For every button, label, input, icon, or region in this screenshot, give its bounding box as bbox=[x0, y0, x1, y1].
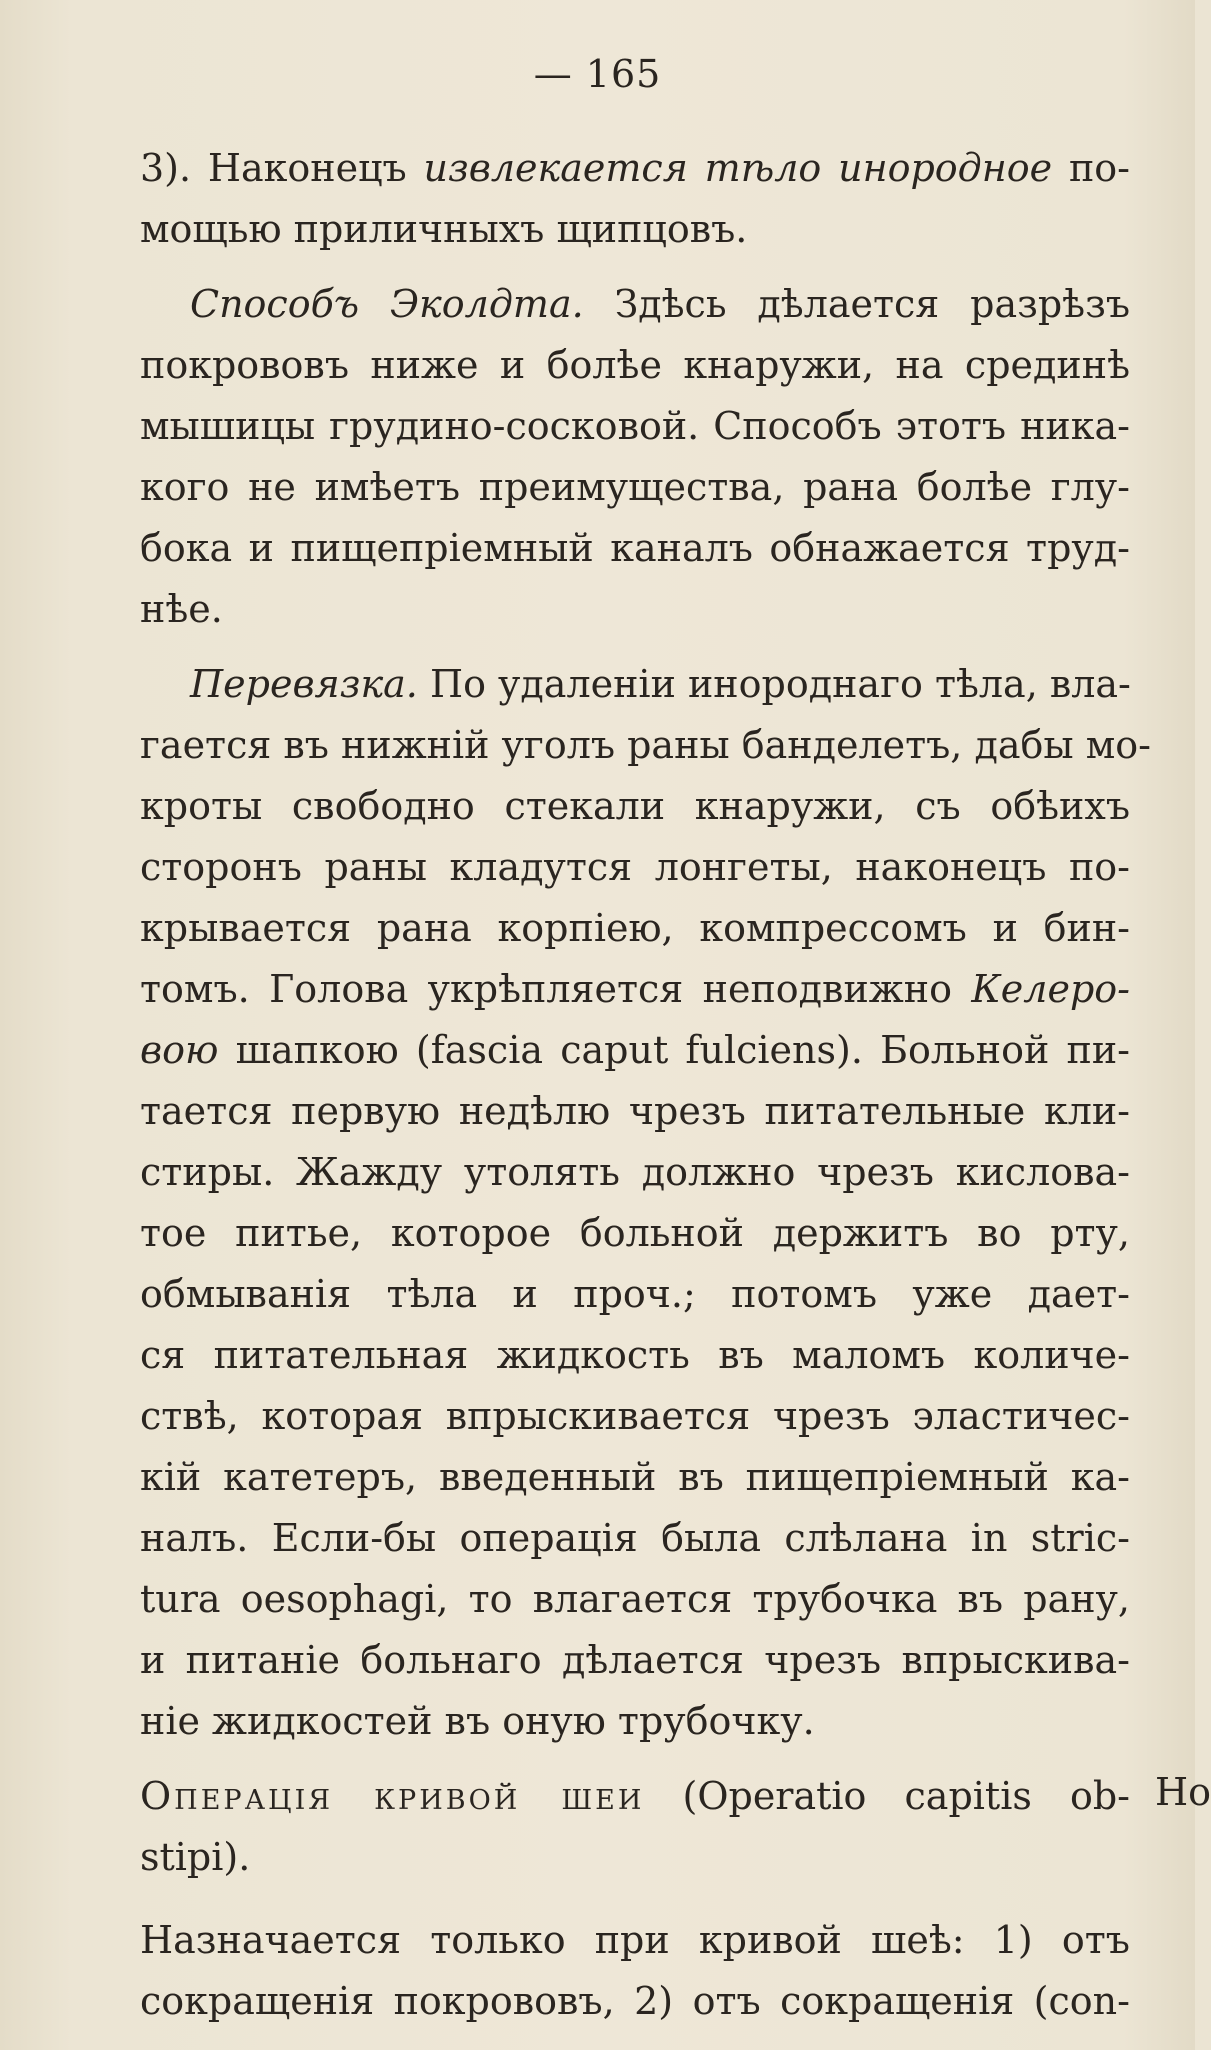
italic-run: Способъ Эколдта. bbox=[190, 282, 584, 326]
text-run: и питаніе больнаго дѣлается чрезъ впрыскива- bbox=[140, 1638, 1130, 1682]
italic-run: извлекается тѣло инородное bbox=[423, 146, 1053, 190]
text-run: По удаленіи инороднаго тѣла, вла- bbox=[417, 662, 1131, 706]
text-line bbox=[140, 1691, 1130, 1752]
text-line bbox=[140, 1447, 1130, 1508]
text-line bbox=[140, 274, 1130, 335]
text-line bbox=[140, 1386, 1130, 1447]
paragraph-gap bbox=[140, 260, 1130, 274]
text-run: мышицы грудино-сосковой. Способъ этотъ ника- bbox=[140, 404, 1130, 448]
text-line bbox=[140, 715, 1151, 776]
text-line bbox=[140, 579, 1130, 640]
text-run: (Operatio capitis ob- bbox=[644, 1774, 1130, 1818]
text-line bbox=[140, 959, 1130, 1020]
paragraph-dressing bbox=[140, 654, 1151, 1752]
page-number: — 165 bbox=[533, 52, 662, 96]
paragraph-torticollis-indications bbox=[140, 1910, 1130, 2032]
text-run: ніе жидкостей въ оную трубочку. bbox=[140, 1699, 815, 1743]
text-run: кій катетеръ, введенный въ пищепріемный ка- bbox=[140, 1455, 1130, 1499]
paragraph-gap bbox=[140, 1752, 1130, 1766]
paragraph-ekoldt-method bbox=[140, 274, 1130, 640]
text-line bbox=[140, 1508, 1130, 1569]
text-line bbox=[140, 1766, 1130, 1827]
text-line bbox=[140, 654, 1130, 715]
text-run: стиры. Жажду утолять должно чрезъ кислова- bbox=[140, 1150, 1130, 1194]
text-run: покрововъ ниже и болѣе кнаружи, на срединѣ bbox=[140, 343, 1130, 387]
text-line bbox=[140, 1020, 1130, 1081]
text-line bbox=[140, 1630, 1130, 1691]
paragraph-gap bbox=[140, 1888, 1130, 1910]
text-run: томъ. Голова укрѣпляется неподвижно bbox=[140, 967, 972, 1011]
text-run: 3). Наконецъ bbox=[140, 146, 424, 190]
text-line bbox=[140, 335, 1130, 396]
text-line bbox=[140, 776, 1130, 837]
text-line bbox=[140, 1142, 1130, 1203]
text-run: тое питье, которое больной держитъ во рту, bbox=[140, 1211, 1130, 1255]
text-line bbox=[140, 1203, 1130, 1264]
text-run: мощью приличныхъ щипцовъ. bbox=[140, 207, 748, 251]
text-line bbox=[140, 457, 1130, 518]
text-run: гается въ нижній уголъ раны банделетъ, дабы мо- bbox=[140, 723, 1151, 767]
text-line bbox=[140, 138, 1130, 199]
italic-run: вою bbox=[140, 1028, 219, 1072]
text-line bbox=[140, 1081, 1130, 1142]
text-line bbox=[140, 898, 1130, 959]
text-line bbox=[140, 1264, 1130, 1325]
italic-run: Келеро- bbox=[971, 967, 1130, 1011]
paragraph-gap bbox=[140, 640, 1130, 654]
text-line bbox=[140, 1910, 1130, 1971]
text-run: ствѣ, которая впрыскивается чрезъ эластичес- bbox=[140, 1394, 1130, 1438]
text-run: кроты свободно стекали кнаружи, съ обѣихъ bbox=[140, 784, 1130, 828]
text-run: ся питательная жидкость въ маломъ количе- bbox=[140, 1333, 1130, 1377]
text-run: по- bbox=[1052, 146, 1131, 190]
text-run: stipi). bbox=[140, 1835, 251, 1879]
text-line bbox=[140, 518, 1130, 579]
paragraph-torticollis-heading bbox=[140, 1766, 1130, 1888]
text-line bbox=[140, 837, 1130, 898]
body-text bbox=[140, 138, 1151, 2032]
text-run: tura oesophagi, то влагается трубочка въ рану, bbox=[140, 1577, 1130, 1621]
text-line bbox=[140, 1325, 1130, 1386]
text-run: Здѣсь дѣлается разрѣзъ bbox=[583, 282, 1130, 326]
italic-run: Перевязка. bbox=[190, 662, 418, 706]
text-run: налъ. Если-бы операція была слѣлана in stric- bbox=[140, 1516, 1130, 1560]
text-line bbox=[140, 396, 1130, 457]
text-run: нѣе. bbox=[140, 587, 223, 631]
text-run: сокращенія покрововъ, 2) отъ сокращенія (con- bbox=[140, 1979, 1130, 2023]
text-run: кого не имѣетъ преимущества, рана болѣе глу- bbox=[140, 465, 1130, 509]
margin-bleed-text: Ho bbox=[1155, 1770, 1211, 1814]
text-run: крывается рана корпіею, компрессомъ и бин- bbox=[140, 906, 1130, 950]
text-line bbox=[140, 1971, 1130, 2032]
text-run: обмыванія тѣла и проч.; потомъ уже дает- bbox=[140, 1272, 1130, 1316]
text-run: тается первую недѣлю чрезъ питательные кли- bbox=[140, 1089, 1130, 1133]
text-run: шапкою (fascia caput fulciens). Больной пи- bbox=[218, 1028, 1130, 1072]
text-line bbox=[140, 1569, 1130, 1630]
text-line bbox=[140, 1827, 1130, 1888]
text-run: сторонъ раны кладутся лонгеты, наконецъ по- bbox=[140, 845, 1130, 889]
text-run: бока и пищепріемный каналъ обнажается труд- bbox=[140, 526, 1130, 570]
small-caps-run: Операція кривой шеи bbox=[140, 1774, 645, 1818]
paragraph-step-3 bbox=[140, 138, 1130, 260]
text-line bbox=[140, 199, 1130, 260]
text-run: Назначается только при кривой шеѣ: 1) отъ bbox=[140, 1918, 1130, 1962]
